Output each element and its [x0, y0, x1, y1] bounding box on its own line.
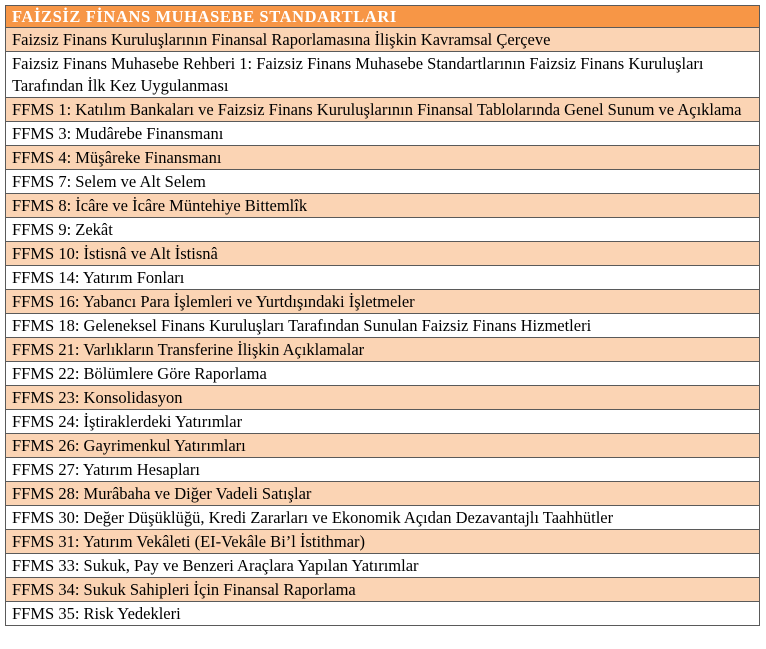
table-title: FAİZSİZ FİNANS MUHASEBE STANDARTLARI [6, 6, 760, 28]
table-row [6, 146, 760, 170]
table-row [6, 28, 760, 52]
table-cell: FFMS 31: Yatırım Vekâleti (EI-Vekâle Bi’l İstithmar) [6, 530, 760, 554]
table-header-row [6, 6, 760, 28]
table-row [6, 410, 760, 434]
table-cell: FFMS 9: Zekât [6, 218, 760, 242]
table-cell: FFMS 34: Sukuk Sahipleri İçin Finansal Raporlama [6, 578, 760, 602]
table-row [6, 218, 760, 242]
table-cell: FFMS 4: Müşâreke Finansmanı [6, 146, 760, 170]
table-row [6, 458, 760, 482]
table-row [6, 506, 760, 530]
table-cell: FFMS 16: Yabancı Para İşlemleri ve Yurtdışındaki İşletmeler [6, 290, 760, 314]
table-cell: FFMS 24: İştiraklerdeki Yatırımlar [6, 410, 760, 434]
table-cell: FFMS 10: İstisnâ ve Alt İstisnâ [6, 242, 760, 266]
table-row [6, 314, 760, 338]
table-cell: FFMS 28: Murâbaha ve Diğer Vadeli Satışlar [6, 482, 760, 506]
table-cell: FFMS 30: Değer Düşüklüğü, Kredi Zararları ve Ekonomik Açıdan Dezavantajlı Taahhütler [6, 506, 760, 530]
table-row [6, 290, 760, 314]
table-cell: FFMS 7: Selem ve Alt Selem [6, 170, 760, 194]
table-cell: FFMS 21: Varlıkların Transferine İlişkin Açıklamalar [6, 338, 760, 362]
standards-table [5, 5, 760, 626]
table-row [6, 266, 760, 290]
table-row [6, 170, 760, 194]
table-row [6, 98, 760, 122]
table-row [6, 482, 760, 506]
table-row [6, 194, 760, 218]
table-cell: FFMS 27: Yatırım Hesapları [6, 458, 760, 482]
table-cell: FFMS 23: Konsolidasyon [6, 386, 760, 410]
table-row [6, 434, 760, 458]
standards-table-container [5, 5, 760, 626]
table-cell: FFMS 8: İcâre ve İcâre Müntehiye Bittemlîk [6, 194, 760, 218]
table-row [6, 242, 760, 266]
table-cell: FFMS 22: Bölümlere Göre Raporlama [6, 362, 760, 386]
table-cell: Faizsiz Finans Kuruluşlarının Finansal Raporlamasına İlişkin Kavramsal Çerçeve [6, 28, 760, 52]
table-cell: FFMS 1: Katılım Bankaları ve Faizsiz Finans Kuruluşlarının Finansal Tablolarında Genel Sunum ve Açıklama [6, 98, 760, 122]
table-row [6, 530, 760, 554]
table-cell: FFMS 33: Sukuk, Pay ve Benzeri Araçlara Yapılan Yatırımlar [6, 554, 760, 578]
table-cell: FFMS 14: Yatırım Fonları [6, 266, 760, 290]
table-cell: FFMS 35: Risk Yedekleri [6, 602, 760, 626]
table-row [6, 122, 760, 146]
table-row [6, 362, 760, 386]
table-cell: FFMS 3: Mudârebe Finansmanı [6, 122, 760, 146]
table-row [6, 338, 760, 362]
table-row [6, 578, 760, 602]
table-row [6, 602, 760, 626]
table-row [6, 554, 760, 578]
table-cell: FFMS 26: Gayrimenkul Yatırımları [6, 434, 760, 458]
table-row [6, 386, 760, 410]
table-cell: FFMS 18: Geleneksel Finans Kuruluşları Tarafından Sunulan Faizsiz Finans Hizmetleri [6, 314, 760, 338]
table-cell: Faizsiz Finans Muhasebe Rehberi 1: Faizsiz Finans Muhasebe Standartlarının Faizsiz Finans Kuruluşları Tarafından İlk Kez Uygulanması [6, 52, 760, 98]
table-row [6, 52, 760, 98]
